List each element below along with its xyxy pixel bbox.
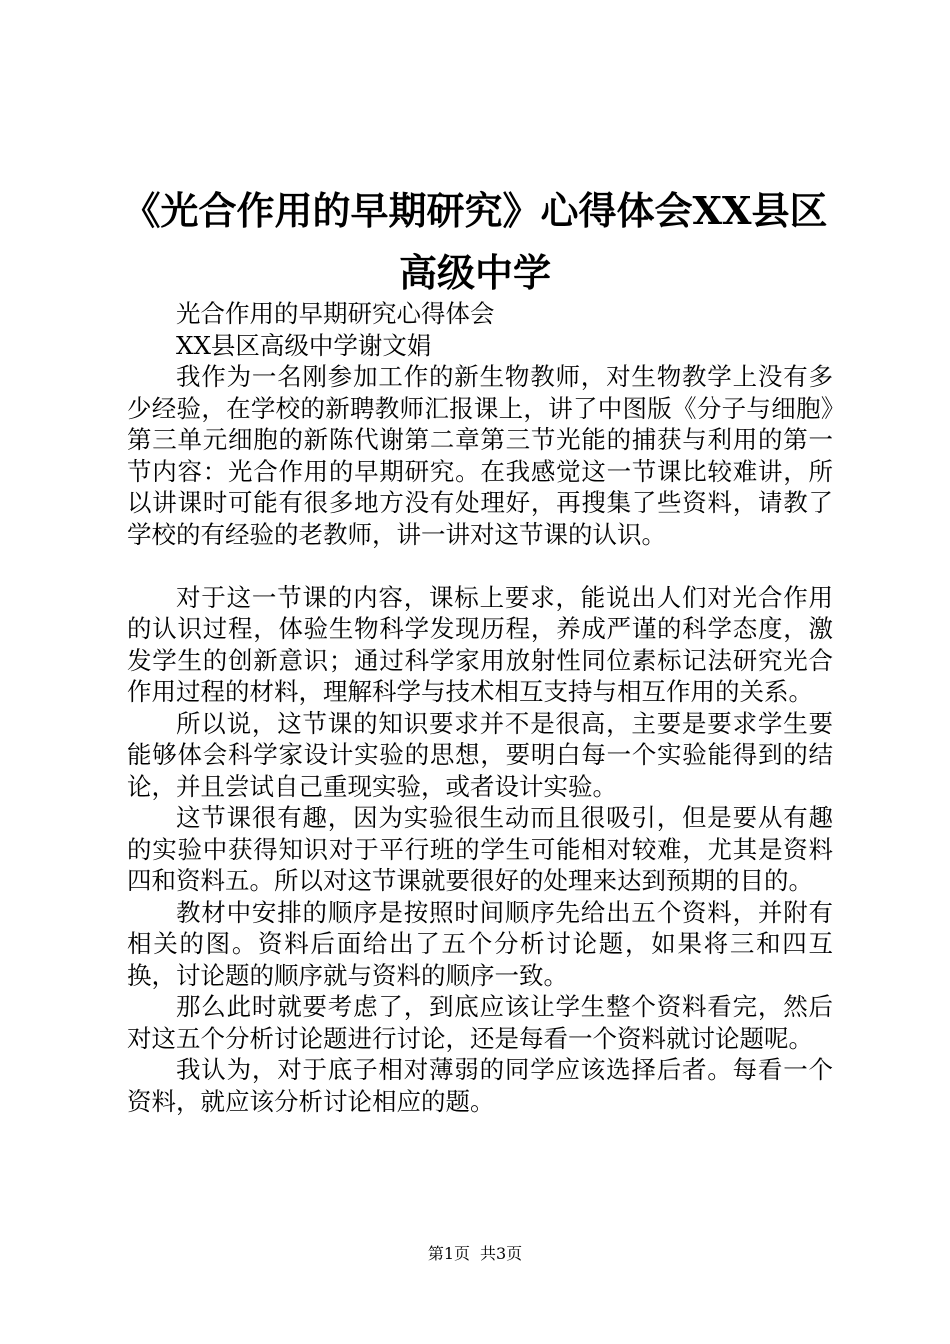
author-line: XX县区高级中学谢文娟	[176, 330, 432, 360]
paragraph: 那么此时就要考虑了，到底应该让学生整个资料看完，然后对这五个分析讨论题进行讨论，还是每看一个资料就讨论题呢。	[127, 992, 833, 1053]
document-body	[127, 298, 833, 1117]
paragraph: 对于这一节课的内容，课标上要求，能说出人们对光合作用的认识过程，体验生物科学发现历程，养成严谨的科学态度，激发学生的创新意识；通过科学家用放射性同位素标记法研究光合作用过程的材料，理解科学与技术相互支持与相互作用的关系。	[127, 582, 833, 706]
page-number: 第1页	[427, 1244, 470, 1263]
paragraph: 这节课很有趣，因为实验很生动而且很吸引，但是要从有趣的实验中获得知识对于平行班的学生可能相对较难，尤其是资料四和资料五。所以对这节课就要很好的处理来达到预期的目的。	[127, 803, 833, 895]
document-title: 《光合作用的早期研究》心得体会XX县区高级中学	[122, 188, 828, 295]
page-total: 共3页	[480, 1244, 523, 1263]
page-footer	[0, 1243, 950, 1265]
paragraph: 我作为一名刚参加工作的新生物教师，对生物教学上没有多少经验，在学校的新聘教师汇报课上，讲了中图版《分子与细胞》第三单元细胞的新陈代谢第二章第三节光能的捕获与利用的第一节内容：光合作用的早期研究。在我感觉这一节课比较难讲，所以讲课时可能有很多地方没有处理好，再搜集了些资料，请教了学校的有经验的老教师，讲一讲对这节课的认识。	[127, 362, 833, 549]
subtitle-line: 光合作用的早期研究心得体会	[176, 299, 495, 328]
paragraph: 教材中安排的顺序是按照时间顺序先给出五个资料，并附有相关的图。资料后面给出了五个分析讨论题，如果将三和四互换，讨论题的顺序就与资料的顺序一致。	[127, 897, 833, 990]
paragraph: 我认为，对于底子相对薄弱的同学应该选择后者。每看一个资料，就应该分析讨论相应的题。	[127, 1055, 833, 1116]
paragraph: 所以说，这节课的知识要求并不是很高，主要是要求学生要能够体会科学家设计实验的思想，要明白每一个实验能得到的结论，并且尝试自己重现实验，或者设计实验。	[127, 708, 833, 801]
